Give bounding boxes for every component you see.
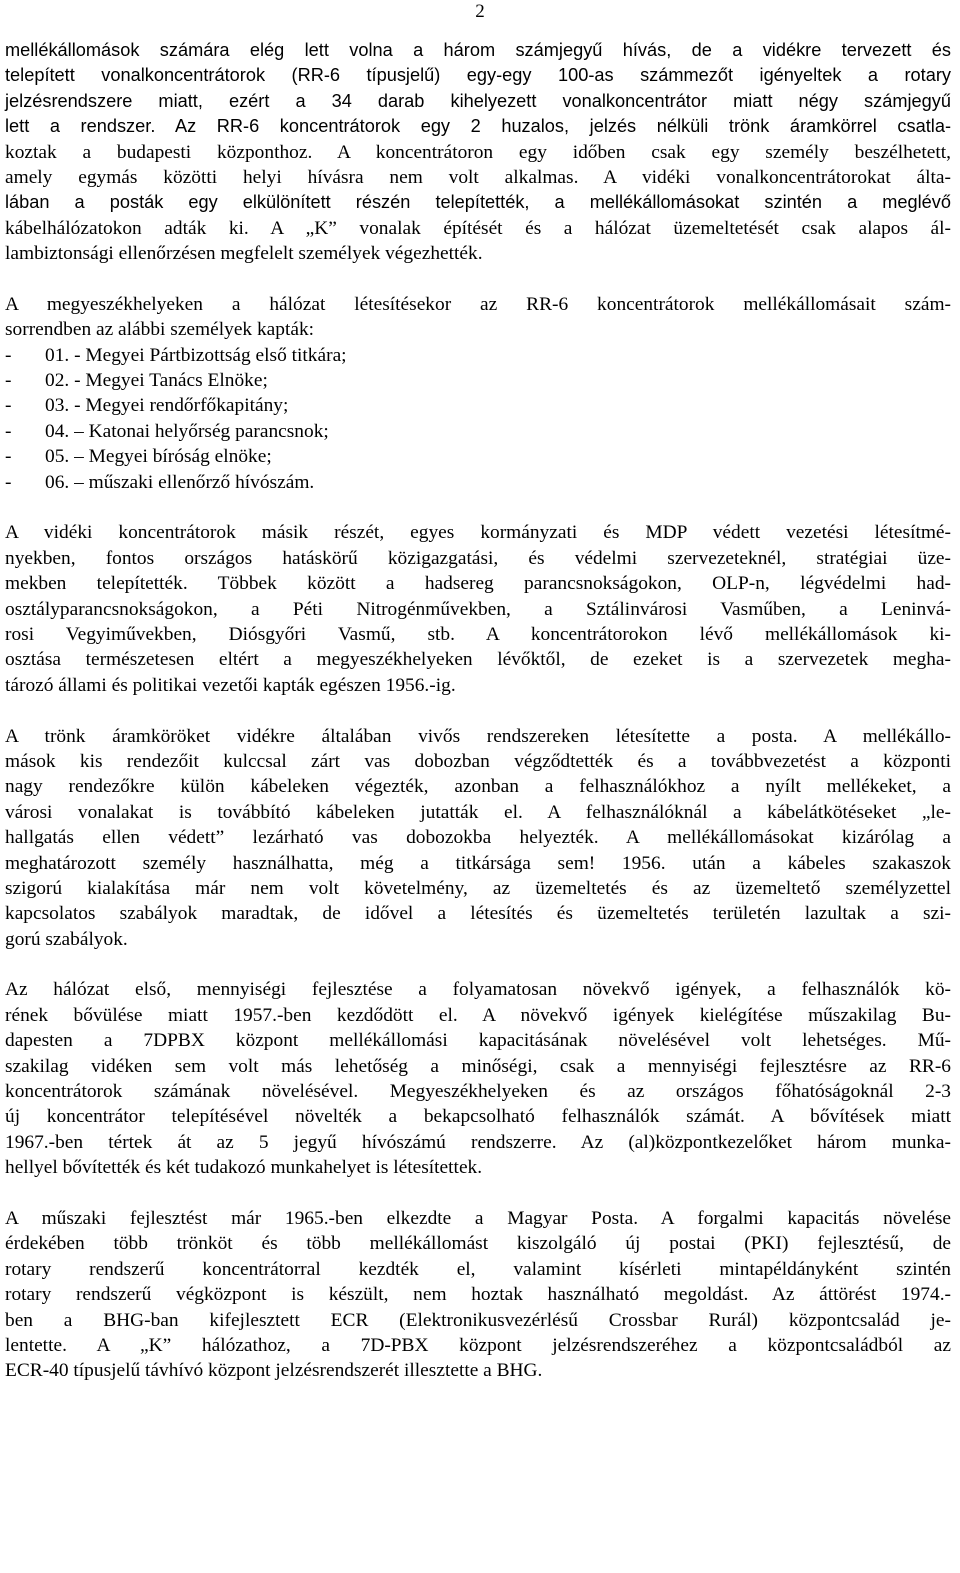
text-line: dapesten a 7DPBX központ mellékállomási kapacitásának növelésével volt lehetséges. Mű-	[5, 1030, 951, 1052]
text-line: mekben telepítették. Többek között a hadsereg parancsnokságokon, OLP-n, légvédelmi had-	[5, 573, 951, 595]
text-line: koztak a budapesti központhoz. A koncentrátoron egy időben csak egy személy beszélhetett,	[5, 141, 951, 163]
list-item	[5, 343, 951, 368]
paragraph-6	[5, 1206, 951, 1384]
text-line: koncentrátorok számának növelésével. Megyeszékhelyeken és az országos főhatóságoknál 2-3	[5, 1081, 951, 1103]
text-line: A műszaki fejlesztést már 1965.-ben elkezdte a Magyar Posta. A forgalmi kapacitás növelése	[5, 1207, 951, 1229]
text-line: osztályparancsnokságokon, a Péti Nitrogénművekben, a Sztálinvárosi Vasműben, a Leninvá-	[5, 598, 951, 620]
list-item	[5, 444, 951, 469]
list-item-text: 03. - Megyei rendőrfőkapitány;	[45, 395, 289, 417]
list-dash: -	[5, 420, 12, 442]
text-line: lában a posták egy elkülönített részén telepítették, a mellékállomásokat szintén a meglévő	[5, 192, 951, 213]
text-line: ben a BHG-ban kifejlesztett ECR (Elektronikusvezérlésű Crossbar Rurál) központcsalád je-	[5, 1309, 951, 1331]
text-line: városi vonalakat is továbbító kábeleken jutatták el. A felhasználóknál a kábelátkötéseket „le-	[5, 801, 951, 823]
recipient-list	[5, 343, 951, 495]
text-line: sorrendben az alábbi személyek kapták:	[5, 319, 315, 341]
text-line: tározó állami és politikai vezetői kapták egészen 1956.-ig.	[5, 674, 456, 696]
list-item	[5, 393, 951, 418]
text-line: rosi Vegyiművekben, Diósgyőri Vasmű, stb. A koncentrátorokon lévő mellékállomások ki-	[5, 623, 951, 645]
text-line: telepített vonalkoncentrátorok (RR-6 típusjelű) egy-egy 100-as számmezőt igényeltek a rotary	[5, 65, 951, 86]
text-line: új koncentrátor telepítésével növelték a bekapcsolható felhasználók számát. A bővítések miatt	[5, 1106, 951, 1128]
paragraph-5	[5, 977, 951, 1180]
list-item-text: 05. – Megyei bíróság elnöke;	[45, 446, 272, 468]
list-dash: -	[5, 446, 12, 468]
list-item-text: 02. - Megyei Tanács Elnöke;	[45, 370, 268, 392]
text-line: nagy rendezőkre külön kábeleken végezték, azonban a felhasználókhoz a nyílt mellékeket, a	[5, 776, 951, 798]
list-dash: -	[5, 471, 12, 493]
list-dash: -	[5, 370, 12, 392]
text-line: A trönk áramköröket vidékre általában vivős rendszereken létesítette a posta. A mellékállo-	[5, 725, 951, 747]
document-body	[5, 38, 951, 1384]
paragraph-3	[5, 520, 951, 698]
text-line: mások kis rendezőit kulccsal zárt vas dobozban végződtették és a továbbvezetést a központi	[5, 750, 951, 772]
text-line: amely egymás közötti helyi hívásra nem volt alkalmas. A vidéki vonalkoncentrátorokat álta-	[5, 166, 951, 188]
text-line: rotary rendszerű koncentrátorral kezdték el, valamint kísérleti mintapéldányként szintén	[5, 1258, 951, 1280]
text-line: nyekben, fontos országos hatáskörű közigazgatási, és védelmi szervezeteknél, stratégiai üze-	[5, 547, 951, 569]
list-item	[5, 368, 951, 393]
text-line: szigorú kialakítása már nem volt követelmény, az üzemeltetés és az üzemeltető személyzettel	[5, 877, 951, 899]
list-item	[5, 470, 951, 495]
list-item-text: 01. - Megyei Pártbizottság első titkára;	[45, 344, 347, 366]
list-item-text: 06. – műszaki ellenőrző hívószám.	[45, 471, 315, 493]
text-line: kábelhálózatokon adták ki. A „K” vonalak építését és a hálózat üzemeltetését csak alapos ál-	[5, 217, 951, 239]
list-dash: -	[5, 344, 12, 366]
list-item-text: 04. – Katonai helyőrség parancsnok;	[45, 420, 329, 442]
text-line: osztása természetesen eltért a megyeszékhelyeken lévőktől, de ezeket is a szervezetek megha-	[5, 649, 951, 671]
text-line: hellyel bővítették és két tudakozó munkahelyet is létesítettek.	[5, 1157, 483, 1179]
list-dash: -	[5, 395, 12, 417]
list-item	[5, 419, 951, 444]
text-line: mellékállomások számára elég lett volna a három számjegyű hívás, de a vidékre tervezett és	[5, 40, 951, 60]
text-line: lambiztonsági ellenőrzésen megfelelt személyek végezhették.	[5, 243, 483, 265]
paragraph-1	[5, 38, 951, 267]
paragraph-4	[5, 724, 951, 953]
text-line: A megyeszékhelyeken a hálózat létesítésekor az RR-6 koncentrátorok mellékállomásait szám-	[5, 293, 951, 315]
text-line: kapcsolatos szabályok maradtak, de idővel a létesítés és üzemeltetés területén lazultak a szi-	[5, 903, 951, 925]
page-number: 2	[475, 1, 485, 22]
text-line: hallgatás ellen védett” lezárható vas dobozokba helyezték. A mellékállomásokat kizárólag a	[5, 827, 951, 849]
text-line: A vidéki koncentrátorok másik részét, egyes kormányzati és MDP védett vezetési létesítmé-	[5, 522, 951, 544]
text-line: érdekében több trönköt és több mellékállomást kiszolgáló új postai (PKI) fejlesztésű, de	[5, 1233, 951, 1255]
text-line: jelzésrendszere miatt, ezért a 34 darab kihelyezett vonalkoncentrátor miatt négy számjegyű	[5, 90, 951, 111]
text-line: meghatározott személy használhatta, még a titkársága sem! 1956. után a kábeles szakaszok	[5, 852, 951, 874]
text-line: rotary rendszerű végközpont is készült, nem hoztak használható megoldást. Az áttörést 1974.-	[5, 1284, 951, 1306]
text-line: lentette. A „K” hálózathoz, a 7D-PBX központ jelzésrendszeréhez a központcsaládból az	[5, 1334, 951, 1356]
text-line: szakilag vidéken sem volt más lehetőség a minőségi, csak a mennyiségi fejlesztésre az RR-6	[5, 1055, 951, 1077]
paragraph-2	[5, 292, 951, 343]
text-line: lett a rendszer. Az RR-6 koncentrátorok egy 2 huzalos, jelzés nélküli trönk áramkörrel csatla-	[5, 116, 951, 137]
text-line: gorú szabályok.	[5, 928, 128, 950]
text-line: Az hálózat első, mennyiségi fejlesztése a folyamatosan növekvő igények, a felhasználók kö-	[5, 979, 951, 1001]
text-line: 1967.-ben tértek át az 5 jegyű hívószámú rendszerre. Az (al)központkezelőket három munka-	[5, 1131, 951, 1153]
text-line: rének bővülése miatt 1957.-ben kezdődött el. A növekvő igények kielégítése műszakilag Bu-	[5, 1004, 951, 1026]
text-line: ECR-40 típusjelű távhívó központ jelzésrendszerét illesztette a BHG.	[5, 1360, 543, 1382]
